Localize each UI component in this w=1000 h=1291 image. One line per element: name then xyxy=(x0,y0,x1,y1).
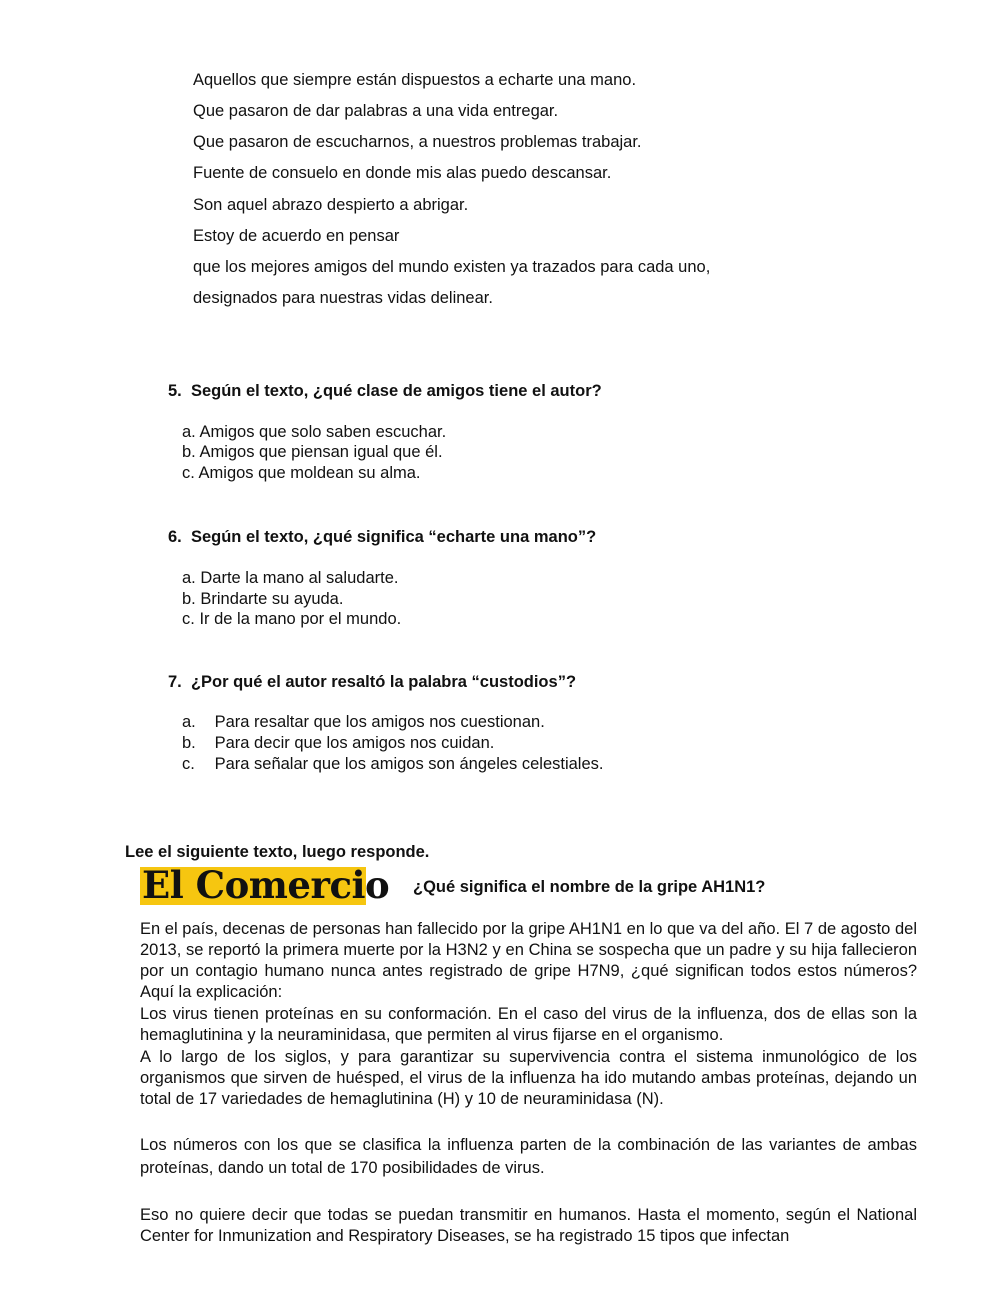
question-title xyxy=(168,672,576,692)
poem-line: Aquellos que siempre están dispuestos a echarte una mano. xyxy=(193,71,637,89)
option-text: Ir de la mano por el mundo. xyxy=(199,610,402,628)
answer-option xyxy=(182,733,494,753)
option-text: Darte la mano al saludarte. xyxy=(200,569,399,587)
article-paragraph: Eso no quiere decir que todas se puedan transmitir en humanos. Hasta el momento, según el National Center for Inmunization and Respiratory Diseases, se ha registrado 15 tipos que infectan xyxy=(140,1206,917,1245)
answer-option xyxy=(182,422,446,442)
question-title xyxy=(168,381,602,401)
answer-option xyxy=(182,609,401,629)
option-text: Brindarte su ayuda. xyxy=(200,590,344,608)
option-letter: a. xyxy=(182,423,196,441)
option-text: Para decir que los amigos nos cuidan. xyxy=(214,734,495,752)
question-text: Según el texto, ¿qué clase de amigos tiene el autor? xyxy=(190,382,602,400)
logo-text: El Comercio xyxy=(142,863,390,907)
question-text: ¿Por qué el autor resaltó la palabra “custodios”? xyxy=(190,673,577,691)
question-title xyxy=(168,527,596,547)
article-paragraph: En el país, decenas de personas han fallecido por la gripe AH1N1 en lo que va del año. El 7 de agosto del 2013, se reportó la primera muerte por la H3N2 y en China se sospecha que un padre y su hija fallecieron por un contagio humano nunca antes registrado de gripe H7N9, ¿qué significan todos estos números? Aquí la explicación: xyxy=(140,920,917,1001)
option-letter: b. xyxy=(182,443,196,461)
question-number: 7. xyxy=(168,673,182,691)
option-letter: c. xyxy=(182,464,195,482)
article-title: ¿Qué significa el nombre de la gripe AH1N1? xyxy=(413,878,766,896)
option-text: Amigos que solo saben escuchar. xyxy=(199,423,447,441)
poem-line: designados para nuestras vidas delinear. xyxy=(193,289,493,307)
option-letter: b. xyxy=(182,734,196,752)
answer-option xyxy=(182,589,343,609)
poem-line: Que pasaron de dar palabras a una vida entregar. xyxy=(193,102,559,120)
option-text: Para resaltar que los amigos nos cuestionan. xyxy=(214,713,545,731)
poem-line: Fuente de consuelo en donde mis alas puedo descansar. xyxy=(193,164,612,182)
option-letter: c. xyxy=(182,610,195,628)
question-number: 6. xyxy=(168,528,182,546)
option-letter: a. xyxy=(182,713,196,731)
option-letter: c. xyxy=(182,755,195,773)
article-paragraph: Los números con los que se clasifica la influenza parten de la combinación de las variantes de ambas proteínas, dando un total de 170 posibilidades de virus. xyxy=(140,1136,917,1177)
option-text: Para señalar que los amigos son ángeles celestiales. xyxy=(214,755,604,773)
poem-line: Que pasaron de escucharnos, a nuestros problemas trabajar. xyxy=(193,133,642,151)
poem-line: que los mejores amigos del mundo existen ya trazados para cada uno, xyxy=(193,258,711,276)
el-comercio-logo xyxy=(140,863,390,907)
answer-option xyxy=(182,754,604,774)
answer-option xyxy=(182,442,443,462)
option-letter: a. xyxy=(182,569,196,587)
poem-line: Estoy de acuerdo en pensar xyxy=(193,227,400,245)
poem-line: Son aquel abrazo despierto a abrigar. xyxy=(193,196,469,214)
article-paragraph: A lo largo de los siglos, y para garantizar su supervivencia contra el sistema inmunológico de los organismos que sirven de huésped, el virus de la influenza ha ido mutando ambas proteínas, dejando un total de 17 variedades de hemaglutinina (H) y 10 de neuraminidasa (N). xyxy=(140,1048,917,1108)
answer-option xyxy=(182,568,398,588)
answer-option xyxy=(182,712,545,732)
option-text: Amigos que moldean su alma. xyxy=(198,464,421,482)
question-number: 5. xyxy=(168,382,182,400)
question-text: Según el texto, ¿qué significa “echarte una mano”? xyxy=(190,528,597,546)
reading-instruction: Lee el siguiente texto, luego responde. xyxy=(125,843,430,861)
answer-option xyxy=(182,463,420,483)
option-letter: b. xyxy=(182,590,196,608)
option-text: Amigos que piensan igual que él. xyxy=(199,443,443,461)
article-paragraph: Los virus tienen proteínas en su conformación. En el caso del virus de la influenza, dos de ellas son la hemaglutinina y la neuraminidasa, que permiten al virus fijarse en el organismo. xyxy=(140,1005,917,1044)
